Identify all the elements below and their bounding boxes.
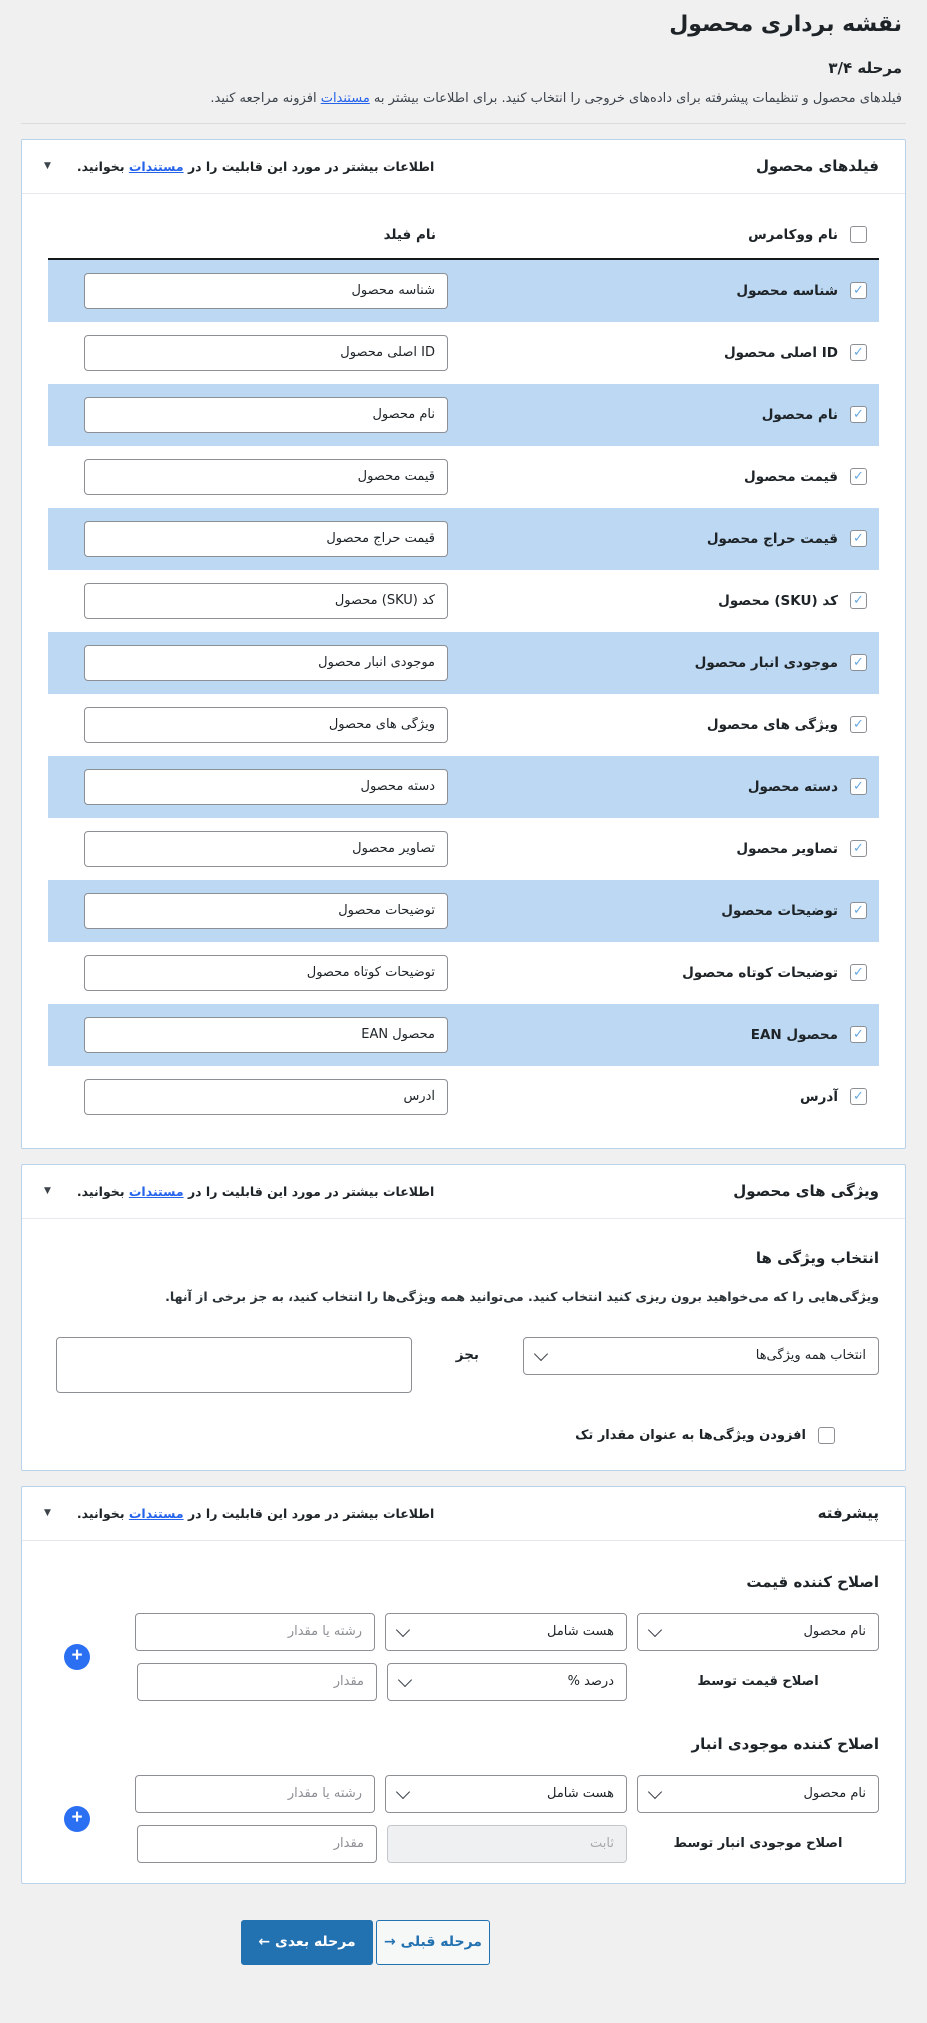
- check-icon: ✓: [853, 283, 864, 298]
- field-checkbox[interactable]: [850, 406, 867, 423]
- field-check-cell: [448, 592, 879, 609]
- price-modifier-heading: اصلاح کننده قیمت: [746, 1572, 879, 1591]
- field-checkbox[interactable]: [850, 716, 867, 733]
- page-title: نقشه برداری محصول: [669, 12, 902, 37]
- field-row: [48, 1004, 879, 1066]
- field-check-cell: [448, 902, 879, 919]
- col-field-name: نام فیلد: [383, 226, 436, 243]
- field-name-input[interactable]: [84, 1017, 448, 1053]
- field-row: [48, 694, 879, 756]
- fields-rows: [48, 260, 879, 1128]
- panel-title: فیلدهای محصول: [755, 157, 879, 175]
- check-icon: ✓: [853, 965, 864, 980]
- attributes-heading: انتخاب ویژگی ها: [755, 1248, 879, 1267]
- price-condition-select-value: هست شامل: [546, 1624, 614, 1639]
- check-icon: ✓: [853, 407, 864, 422]
- except-label: بجز: [455, 1346, 479, 1363]
- check-icon: ✓: [853, 469, 864, 484]
- field-label: شناسه محصول: [736, 282, 838, 299]
- advanced-body: [22, 1541, 905, 1883]
- field-check-cell: [448, 778, 879, 795]
- page-description-text: فیلدهای محصول و تنظیمات پیشرفته برای داده‌های خروجی را انتخاب کنید. برای اطلاعات بیشتر به: [369, 91, 902, 106]
- field-name-input[interactable]: [84, 273, 448, 309]
- collapse-caret-icon[interactable]: ▼: [44, 1185, 51, 1196]
- field-checkbox[interactable]: [850, 964, 867, 981]
- field-row: [48, 322, 879, 384]
- field-checkbox[interactable]: [850, 840, 867, 857]
- field-input-cell: [84, 831, 448, 867]
- chevron-down-icon: [648, 1622, 662, 1636]
- stock-modify-row: [48, 1825, 879, 1863]
- attributes-select[interactable]: [523, 1337, 879, 1375]
- panel-info-text: اطلاعات بیشتر در مورد این قابلیت را در مستندات بخوانید.: [76, 1505, 435, 1521]
- field-input-cell: [84, 893, 448, 929]
- step-indicator: مرحله ۳/۴: [828, 59, 902, 77]
- stock-field-select[interactable]: [637, 1775, 879, 1813]
- stock-modify-amount-input[interactable]: [137, 1825, 377, 1863]
- panel-title: پیشرفته: [817, 1504, 879, 1522]
- previous-step-button[interactable]: مرحله قبلی →: [376, 1920, 490, 1965]
- panel-advanced: [21, 1486, 906, 1884]
- field-row: [48, 632, 879, 694]
- stock-condition-select[interactable]: [385, 1775, 627, 1813]
- single-value-option: [48, 1427, 835, 1444]
- panel-info: [44, 1184, 434, 1199]
- field-checkbox[interactable]: [850, 902, 867, 919]
- field-check-cell: [448, 840, 879, 857]
- field-name-input[interactable]: [84, 521, 448, 557]
- docs-link[interactable]: مستندات: [128, 1183, 184, 1199]
- chevron-down-icon: [396, 1784, 410, 1798]
- check-icon: ✓: [853, 531, 864, 546]
- field-check-cell: [448, 406, 879, 423]
- panel-product-attributes-header[interactable]: [22, 1165, 905, 1219]
- field-label: تصاویر محصول: [736, 840, 838, 857]
- stock-condition-select-value: هست شامل: [546, 1786, 614, 1801]
- single-value-checkbox[interactable]: [818, 1427, 835, 1444]
- field-checkbox[interactable]: [850, 344, 867, 361]
- stock-modifier-heading: اصلاح کننده موجودی انبار: [691, 1734, 879, 1753]
- field-input-cell: [84, 955, 448, 991]
- field-name-input[interactable]: [84, 583, 448, 619]
- fields-table-header: [48, 212, 879, 260]
- price-condition-row: [48, 1613, 879, 1651]
- field-label: ID اصلی محصول: [723, 344, 838, 361]
- field-check-cell: [448, 1088, 879, 1105]
- stock-modifier-group: [48, 1775, 879, 1863]
- field-check-cell: [448, 530, 879, 547]
- stock-field-select-value: نام محصول: [803, 1786, 866, 1801]
- add-price-rule-button[interactable]: +: [64, 1644, 90, 1670]
- except-attributes-input[interactable]: [56, 1337, 412, 1393]
- field-label: توضیحات کوتاه محصول: [682, 964, 838, 981]
- page-header: [21, 0, 906, 124]
- page-description-text-after: افزونه مراجعه کنید.: [210, 91, 321, 106]
- panel-info: [44, 159, 434, 174]
- panel-advanced-header[interactable]: [22, 1487, 905, 1541]
- price-modify-type-select[interactable]: [387, 1663, 627, 1701]
- field-name-input[interactable]: [84, 831, 448, 867]
- field-label: قیمت محصول: [744, 468, 838, 485]
- field-check-cell: [448, 716, 879, 733]
- attributes-body: [22, 1219, 905, 1470]
- field-row: [48, 942, 879, 1004]
- field-checkbox[interactable]: [850, 468, 867, 485]
- field-check-cell: [448, 468, 879, 485]
- check-icon: ✓: [853, 841, 864, 856]
- field-input-cell: [84, 521, 448, 557]
- field-name-input[interactable]: [84, 707, 448, 743]
- field-check-cell: [448, 282, 879, 299]
- price-modify-label: اصلاح قیمت توسط: [697, 1674, 819, 1689]
- price-modify-type-value: درصد %: [567, 1674, 614, 1689]
- field-label: موجودی انبار محصول: [694, 654, 838, 671]
- field-checkbox[interactable]: [850, 592, 867, 609]
- field-row: [48, 1066, 879, 1128]
- field-check-cell: [448, 964, 879, 981]
- fields-table: [22, 194, 905, 1148]
- field-input-cell: [84, 1017, 448, 1053]
- check-icon: ✓: [853, 345, 864, 360]
- panel-info-text: اطلاعات بیشتر در مورد این قابلیت را در مستندات بخوانید.: [76, 1183, 435, 1199]
- field-check-cell: [448, 1026, 879, 1043]
- field-input-cell: [84, 1079, 448, 1115]
- price-field-select-value: نام محصول: [803, 1624, 866, 1639]
- field-input-cell: [84, 397, 448, 433]
- field-checkbox[interactable]: [850, 654, 867, 671]
- field-checkbox[interactable]: [850, 1088, 867, 1105]
- field-name-input[interactable]: [84, 893, 448, 929]
- check-icon: ✓: [853, 1027, 864, 1042]
- stock-modify-label: اصلاح موجودی انبار توسط: [673, 1836, 843, 1851]
- field-input-cell: [84, 645, 448, 681]
- stock-modify-type-input: [387, 1825, 627, 1863]
- field-label: آدرس: [800, 1088, 838, 1105]
- field-name-input[interactable]: [84, 459, 448, 495]
- field-label: دسته محصول: [747, 778, 838, 795]
- field-name-input[interactable]: [84, 955, 448, 991]
- field-name-input[interactable]: [84, 645, 448, 681]
- next-step-button[interactable]: مرحله بعدی ←: [241, 1920, 373, 1965]
- chevron-down-icon: [398, 1672, 412, 1686]
- wizard-actions: [0, 1920, 808, 1965]
- field-row: [48, 260, 879, 322]
- field-name-input[interactable]: [84, 1079, 448, 1115]
- field-label: ویژگی های محصول: [706, 716, 838, 733]
- panel-product-attributes: [21, 1164, 906, 1471]
- field-input-cell: [84, 707, 448, 743]
- field-row: [48, 756, 879, 818]
- field-label: توضیحات محصول: [721, 902, 838, 919]
- field-label: قیمت حراج محصول: [706, 530, 838, 547]
- docs-link[interactable]: مستندات: [320, 91, 370, 106]
- field-input-cell: [84, 335, 448, 371]
- header-fieldname-cell: [84, 227, 448, 243]
- field-check-cell: [448, 344, 879, 361]
- field-checkbox[interactable]: [850, 778, 867, 795]
- docs-link[interactable]: مستندات: [128, 1505, 184, 1521]
- field-label: محصول EAN: [750, 1026, 838, 1043]
- chevron-down-icon: [534, 1346, 548, 1360]
- price-modifier-group: [48, 1613, 879, 1701]
- field-name-input[interactable]: [84, 769, 448, 805]
- docs-link[interactable]: مستندات: [128, 158, 184, 174]
- add-stock-rule-button[interactable]: +: [64, 1806, 90, 1832]
- col-woocommerce-name: نام ووکامرس: [748, 226, 838, 243]
- chevron-down-icon: [396, 1622, 410, 1636]
- collapse-caret-icon[interactable]: ▼: [44, 1507, 51, 1518]
- field-name-input[interactable]: [84, 335, 448, 371]
- field-row: [48, 508, 879, 570]
- select-all-checkbox[interactable]: [850, 226, 867, 243]
- field-checkbox[interactable]: [850, 1026, 867, 1043]
- attributes-select-value: انتخاب همه ویژگی‌ها: [755, 1348, 866, 1363]
- check-icon: ✓: [853, 717, 864, 732]
- field-input-cell: [84, 273, 448, 309]
- field-name-input[interactable]: [84, 397, 448, 433]
- panel-product-fields-header[interactable]: [22, 140, 905, 194]
- field-checkbox[interactable]: [850, 530, 867, 547]
- attributes-controls: [48, 1337, 879, 1393]
- stock-condition-value-input[interactable]: [135, 1775, 375, 1813]
- price-condition-value-input[interactable]: [135, 1613, 375, 1651]
- field-label: کد (SKU) محصول: [718, 592, 838, 609]
- field-row: [48, 818, 879, 880]
- chevron-down-icon: [648, 1784, 662, 1798]
- field-row: [48, 880, 879, 942]
- field-row: [48, 446, 879, 508]
- field-input-cell: [84, 459, 448, 495]
- check-icon: ✓: [853, 779, 864, 794]
- check-icon: ✓: [853, 593, 864, 608]
- panel-title: ویژگی های محصول: [733, 1182, 879, 1200]
- price-modify-row: [48, 1663, 879, 1701]
- panel-info-text: اطلاعات بیشتر در مورد این قابلیت را در مستندات بخوانید.: [76, 158, 435, 174]
- panel-product-fields: [21, 139, 906, 1149]
- stock-condition-row: [48, 1775, 879, 1813]
- field-input-cell: [84, 583, 448, 619]
- page-description: [25, 89, 902, 109]
- header-check-cell: [448, 226, 879, 243]
- price-field-select[interactable]: [637, 1613, 879, 1651]
- attributes-description: ویژگی‌هایی را که می‌خواهید برون ریزی کنید انتخاب کنید. می‌توانید همه ویژگی‌ها را انتخاب کنید، به جز برخی از آنها.: [165, 1288, 879, 1304]
- field-checkbox[interactable]: [850, 282, 867, 299]
- collapse-caret-icon[interactable]: ▼: [44, 160, 51, 171]
- price-condition-select[interactable]: [385, 1613, 627, 1651]
- field-row: [48, 570, 879, 632]
- price-modify-amount-input[interactable]: [137, 1663, 377, 1701]
- single-value-label: افزودن ویژگی‌ها به عنوان مقدار تک: [575, 1427, 806, 1443]
- check-icon: ✓: [853, 903, 864, 918]
- field-input-cell: [84, 769, 448, 805]
- panel-info: [44, 1506, 434, 1521]
- check-icon: ✓: [853, 1089, 864, 1104]
- field-row: [48, 384, 879, 446]
- check-icon: ✓: [853, 655, 864, 670]
- field-label: نام محصول: [761, 406, 838, 423]
- field-check-cell: [448, 654, 879, 671]
